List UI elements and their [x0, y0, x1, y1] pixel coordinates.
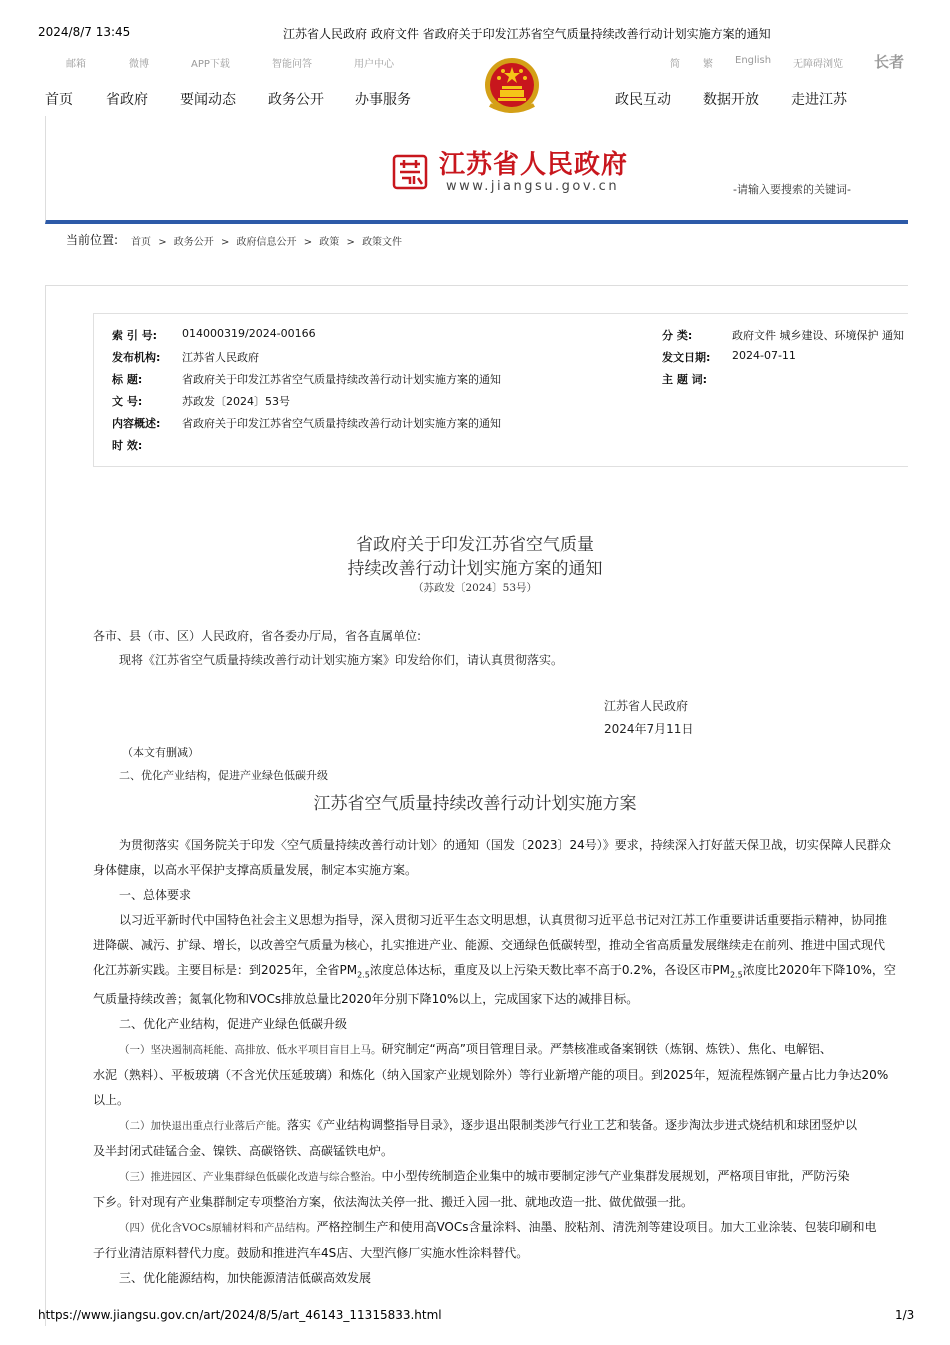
paragraph-line: 气质量持续改善；氮氧化物和VOCs排放总量比2020年分别下降10%以上，完成国家下达的减排目标。 — [93, 992, 639, 1007]
site-logo-icon[interactable] — [392, 154, 428, 193]
plan-body — [93, 833, 907, 1291]
subsection-lead: （一）坚决遏制高耗能、高排放、低水平项目盲目上马。 — [119, 1044, 382, 1057]
meta-keywords-label: 主 题 词: — [662, 373, 708, 386]
print-footer-url: https://www.jiangsu.gov.cn/art/2024/8/5/art_46143_11315833.html — [38, 1308, 442, 1322]
paragraph-line: 以上。 — [93, 1093, 130, 1108]
meta-validity-label: 时 效: — [112, 439, 143, 452]
meta-category-label: 分 类: — [662, 329, 693, 342]
english-link[interactable]: English — [735, 55, 772, 66]
doc-body: 现将《江苏省空气质量持续改善行动计划实施方案》印发给你们，请认真贯彻落实。 — [119, 653, 564, 667]
doc-number: （苏政发〔2024〕53号） — [412, 582, 538, 594]
meta-index-label: 索 引 号: — [112, 329, 158, 342]
meta-category-value: 政府文件 城乡建设、环境保护 通知 — [732, 329, 904, 342]
doc-metadata-table — [93, 313, 908, 467]
nav-about-jiangsu[interactable]: 走进江苏 — [791, 92, 847, 108]
intro-line: 身体健康，以高水平保护支撑高质量发展，制定本实施方案。 — [93, 863, 418, 877]
meta-summary-value: 省政府关于印发江苏省空气质量持续改善行动计划实施方案的通知 — [182, 417, 501, 430]
doc-signer: 江苏省人民政府 — [604, 699, 689, 713]
breadcrumb-sep: > — [303, 237, 313, 248]
breadcrumb-home[interactable]: 首页 — [131, 237, 151, 248]
site-name: 江苏省人民政府 — [439, 150, 629, 180]
breadcrumb-label: 当前位置: — [66, 233, 119, 247]
elder-mode-link[interactable]: 长者 — [874, 53, 905, 71]
site-url: www.jiangsu.gov.cn — [446, 179, 620, 194]
breadcrumb-sep: > — [220, 237, 230, 248]
nav-home[interactable]: 首页 — [45, 92, 73, 108]
doc-sign-date: 2024年7月11日 — [604, 722, 694, 736]
meta-summary-label: 内容概述: — [112, 417, 161, 430]
nav-gov-affairs[interactable]: 政务公开 — [268, 92, 324, 108]
doc-title-line1: 省政府关于印发江苏省空气质量 — [356, 535, 594, 555]
paragraph-line: 以习近平新时代中国特色社会主义思想为指导，深入贯彻习近平生态文明思想，认真贯彻习近平总书记对江苏工作重要讲话重要指示精神，协同推 — [119, 913, 888, 927]
print-title: 江苏省人民政府 政府文件 省政府关于印发江苏省空气质量持续改善行动计划实施方案的通知 — [283, 27, 771, 41]
paragraph-line: 进降碳、减污、扩绿、增长，以改善空气质量为核心，扎实推进产业、能源、交通绿色低碳转型，推动全省高质量发展继续走在前列、推进中国式现代 — [93, 938, 886, 952]
weibo-link[interactable]: 微博 — [129, 59, 149, 70]
subscript: 2.5 — [729, 970, 743, 980]
paragraph-line: 子行业清洁原料替代力度。鼓励和推进汽车4S店、大型汽修厂实施水性涂料替代。 — [93, 1246, 529, 1261]
text-fragment: 中小型传统制造企业集中的城市要制定涉气产业集群发展规划，严格项目审批，严防污染 — [381, 1169, 850, 1184]
paragraph-line — [93, 1113, 907, 1139]
text-fragment: 化江苏新实践。主要目标是：到2025年，全省PM — [93, 963, 358, 977]
breadcrumb — [131, 233, 402, 248]
meta-date-value: 2024-07-11 — [732, 349, 796, 362]
paragraph-line — [93, 1164, 907, 1190]
search-input[interactable]: -请输入要搜索的关键词- — [733, 183, 851, 196]
meta-publisher-label: 发布机构: — [112, 351, 161, 364]
meta-docno-label: 文 号: — [112, 395, 143, 408]
nav-interaction[interactable]: 政民互动 — [615, 92, 671, 108]
site-header — [45, 116, 908, 224]
intro-line: 为贯彻落实《国务院关于印发〈空气质量持续改善行动计划〉的通知（国发〔2023〕24号）》要求，持续深入打好蓝天保卫战，切实保障人民群众 — [119, 838, 891, 852]
print-datetime: 2024/8/7 13:45 — [38, 25, 131, 39]
nav-provincial-gov[interactable]: 省政府 — [106, 92, 148, 108]
paragraph-line: 及半封闭式硅锰合金、镍铁、高碳铬铁、高碳锰铁电炉。 — [93, 1144, 394, 1159]
doc-section-heading: 二、优化产业结构，促进产业绿色低碳升级 — [119, 769, 328, 782]
section-heading: 三、优化能源结构，加快能源清洁低碳高效发展 — [119, 1271, 372, 1286]
plan-title: 江苏省空气质量持续改善行动计划实施方案 — [313, 794, 637, 814]
print-page-number: 1/3 — [895, 1308, 915, 1322]
subsection-lead: （三）推进园区、产业集群绿色低碳化改造与综合整治。 — [119, 1171, 382, 1184]
meta-title-value: 省政府关于印发江苏省空气质量持续改善行动计划实施方案的通知 — [182, 373, 501, 386]
subsection-lead: （四）优化含VOCs原辅材料和产品结构。 — [119, 1222, 317, 1235]
accessibility-link[interactable]: 无障碍浏览 — [793, 59, 843, 70]
meta-date-label: 发文日期: — [662, 351, 711, 364]
section-heading: 二、优化产业结构，促进产业绿色低碳升级 — [119, 1017, 348, 1032]
traditional-chinese-link[interactable]: 繁 — [703, 59, 713, 70]
national-emblem-icon — [482, 55, 542, 117]
meta-title-label: 标 题: — [112, 373, 143, 386]
paragraph-line — [93, 1215, 907, 1241]
paragraph-line: 下乡。针对现有产业集群制定专项整治方案，依法淘汰关停一批、搬迁入园一批、就地改造一批、做优做强一批。 — [93, 1195, 694, 1210]
user-center-link[interactable]: 用户中心 — [354, 59, 394, 70]
text-fragment: 落实《产业结构调整指导目录》，逐步退出限制类涉气行业工艺和装备。逐步淘汰步进式烧结机和球团竖炉以 — [287, 1118, 858, 1133]
text-fragment: 严格控制生产和使用高VOCs含量涂料、油墨、胶粘剂、清洗剂等建设项目。加大工业涂装、包装印刷和电 — [316, 1220, 877, 1235]
doc-salutation: 各市、县（市、区）人民政府，省各委办厅局，省各直属单位: — [93, 629, 422, 643]
smart-qa-link[interactable]: 智能问答 — [272, 59, 312, 70]
breadcrumb-gov-info[interactable]: 政府信息公开 — [236, 237, 297, 248]
paragraph-line: 水泥（熟料）、平板玻璃（不含光伏压延玻璃）和炼化（纳入国家产业规划除外）等行业新增产能的项目。到2025年，短流程炼钢产量占比力争达20% — [93, 1068, 889, 1083]
doc-abridged-note: （本文有删减） — [122, 746, 199, 759]
text-fragment: 浓度总体达标，重度及以上污染天数比率不高于0.2%，各设区市PM — [369, 963, 730, 977]
text-fragment: 研究制定“两高”项目管理目录。严禁核准或备案钢铁（炼钢、炼铁）、焦化、电解铝、 — [381, 1042, 832, 1057]
meta-publisher-value: 江苏省人民政府 — [182, 351, 259, 364]
doc-title-line2: 持续改善行动计划实施方案的通知 — [347, 559, 603, 579]
mailbox-link[interactable]: 邮箱 — [66, 59, 86, 70]
nav-services[interactable]: 办事服务 — [355, 92, 411, 108]
meta-index-value: 014000319/2024-00166 — [182, 327, 316, 340]
breadcrumb-policy-docs[interactable]: 政策文件 — [362, 237, 403, 248]
meta-docno-value: 苏政发〔2024〕53号 — [182, 395, 290, 408]
nav-news[interactable]: 要闻动态 — [180, 92, 236, 108]
section-heading: 一、总体要求 — [119, 888, 192, 902]
subsection-lead: （二）加快退出重点行业落后产能。 — [119, 1120, 287, 1133]
subscript: 2.5 — [357, 970, 370, 980]
breadcrumb-sep: > — [158, 237, 167, 248]
breadcrumb-gov-affairs[interactable]: 政务公开 — [173, 237, 214, 248]
paragraph-line — [93, 1037, 907, 1063]
simplified-chinese-link[interactable]: 简 — [670, 59, 680, 70]
breadcrumb-sep: > — [346, 237, 355, 248]
nav-open-data[interactable]: 数据开放 — [703, 92, 759, 108]
text-fragment: 浓度比2020年下降10%，空 — [742, 963, 896, 977]
app-download-link[interactable]: APP下载 — [191, 59, 230, 70]
breadcrumb-policy[interactable]: 政策 — [319, 237, 340, 248]
paragraph-line — [93, 958, 907, 987]
